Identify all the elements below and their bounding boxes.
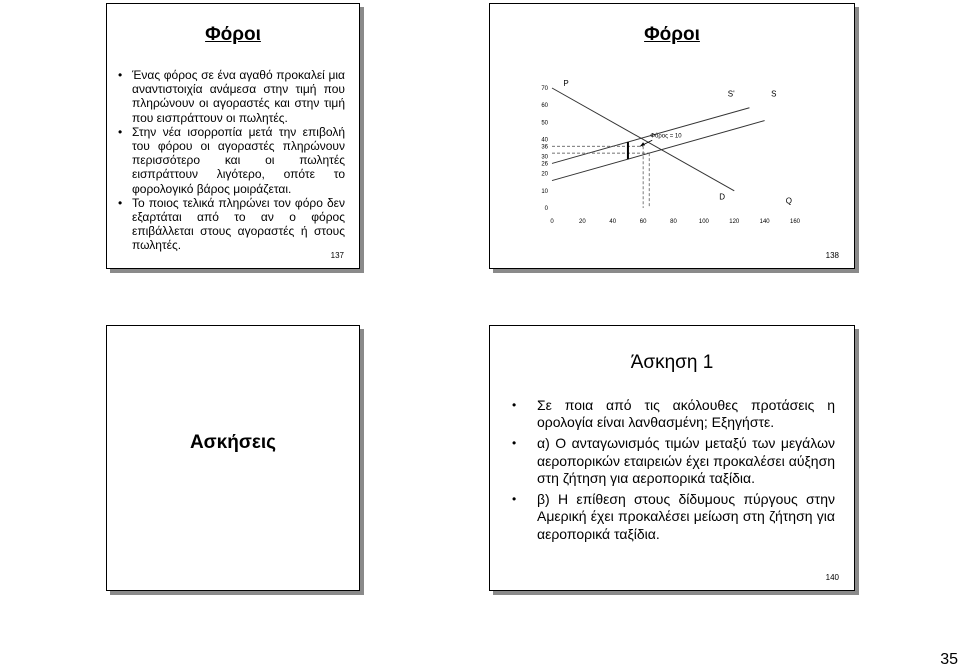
slide-exercise-1	[489, 325, 855, 591]
x-tick-label: 20	[579, 219, 586, 225]
bullet-item	[512, 491, 835, 543]
slide-title: Φόροι	[644, 24, 700, 45]
x-tick-label: 80	[670, 219, 677, 225]
bullet-icon: •	[512, 436, 517, 451]
x-tick-label: 0	[550, 219, 554, 225]
y-tick-label: 60	[541, 103, 548, 110]
y-tick-label: 0	[544, 206, 548, 212]
tax-chart	[490, 4, 856, 270]
series-label: S	[771, 89, 777, 99]
annotation-arrow-head	[640, 142, 645, 146]
series-line-d	[552, 88, 734, 191]
y-tick-label: 70	[541, 86, 548, 92]
x-tick-label: 40	[609, 219, 617, 225]
bullet-icon: •	[118, 124, 123, 139]
bullet-text: Ένας φόρος σε ένα αγαθό προκαλεί μια αναντιστοιχία ανάμεσα στην τιμή που πληρώνουν οι αγοραστές και στην τιμή που εισπράττουν οι πωλητές.	[132, 68, 345, 125]
slide-exercises	[106, 325, 360, 591]
x-tick-label: 100	[698, 219, 709, 225]
bullet-text: Στην νέα ισορροπία μετά την επιβολή του φόρου οι αγοραστές πληρώνουν περισσότερο και οι πωλητές εισπράττουν λιγότερο, οπότε το φορολογικό βάρος μοιράζεται.	[132, 124, 345, 196]
bullet-icon: •	[118, 68, 123, 82]
x-tick-label: 120	[729, 219, 740, 225]
y-tick-label: 26	[541, 161, 548, 168]
page-number: 137	[330, 251, 344, 260]
bullet-text: α) Ο ανταγωνισμός τιμών μεταξύ των μεγάλων αεροπορικών εταιρειών έχει προκαλέσει αύξηση στη ζήτηση για αεροπορικά ταξίδια.	[537, 435, 835, 487]
y-tick-label: 30	[541, 154, 548, 161]
series-label: D	[719, 192, 725, 202]
bullet-item	[118, 195, 345, 253]
y-tick-label: 36	[541, 144, 548, 151]
slide-taxes-chart	[489, 3, 855, 269]
bullet-icon: •	[118, 195, 123, 210]
document-page-number: 35	[940, 651, 958, 668]
bullet-item	[512, 397, 835, 432]
bullet-text: Το ποιος τελικά πληρώνει τον φόρο δεν εξαρτάται από το αν ο φόρος επιβάλλεται στους αγοραστές ή στους πωλητές.	[132, 195, 345, 253]
slide-title: Φόροι	[205, 24, 261, 45]
y-axis-label: P	[563, 79, 569, 88]
slide-title: Ασκήσεις	[189, 432, 277, 453]
series-label: S'	[727, 89, 735, 99]
bullet-item	[512, 435, 835, 487]
bullet-item	[118, 124, 345, 196]
slide-title: Άσκηση 1	[630, 352, 714, 373]
x-tick-label: 140	[759, 219, 770, 225]
x-tick-label: 160	[789, 219, 801, 225]
y-tick-label: 50	[541, 120, 548, 127]
bullet-icon: •	[512, 492, 517, 507]
x-tick-label: 60	[639, 219, 647, 225]
x-axis-label: Q	[785, 196, 793, 206]
bullet-item	[118, 68, 345, 125]
bullet-text: Σε ποια από τις ακόλουθες προτάσεις η ορολογία είναι λανθασμένη; Εξηγήστε.	[537, 397, 835, 431]
bullet-icon: •	[512, 398, 517, 412]
bullet-text: β) Η επίθεση στους δίδυμους πύργους στην Αμερική έχει προκαλέσει μείωση στη ζήτηση για αεροπορικά ταξίδια.	[537, 491, 835, 542]
bullet-list	[118, 68, 345, 253]
y-tick-label: 40	[541, 137, 548, 144]
y-tick-label: 20	[541, 171, 548, 178]
y-tick-label: 10	[541, 188, 548, 195]
slide-taxes-text	[106, 3, 360, 269]
page-number: 140	[825, 573, 839, 582]
series-line-s	[552, 121, 765, 181]
page-number: 138	[825, 251, 839, 260]
tax-annotation: Φόρος = 10	[650, 133, 682, 140]
bullet-list	[512, 397, 835, 547]
